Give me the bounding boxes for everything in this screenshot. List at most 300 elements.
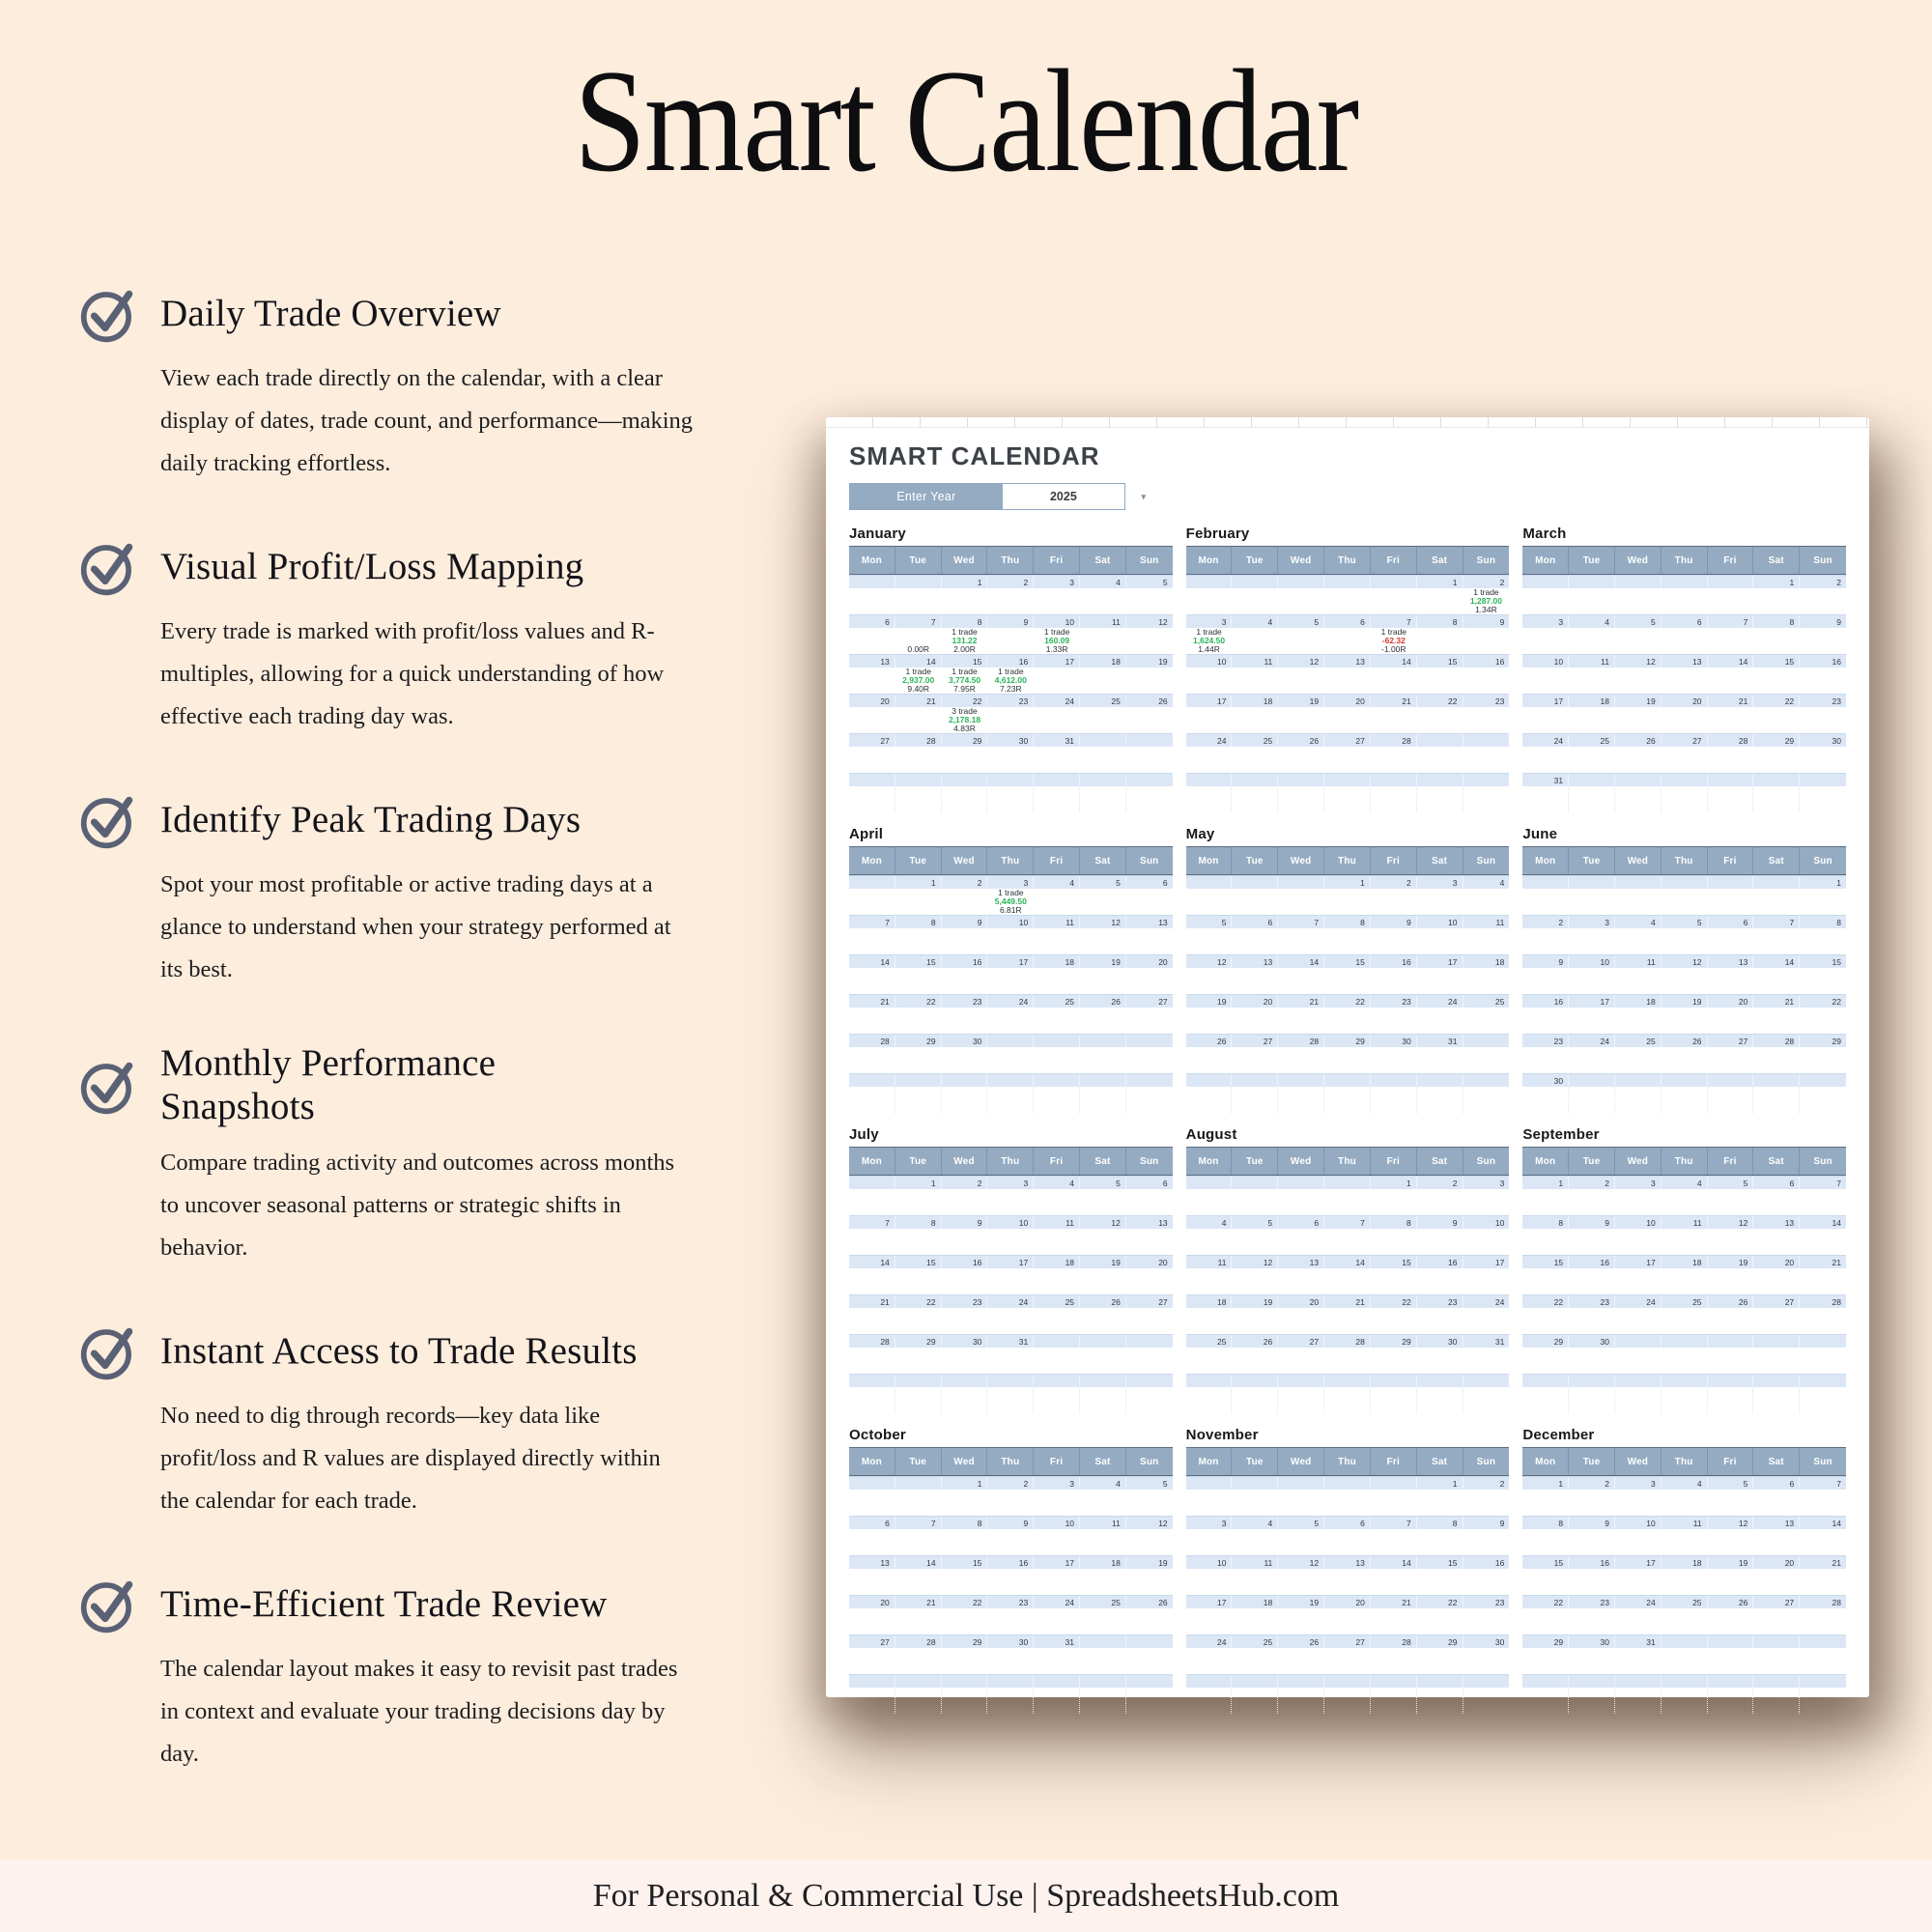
day-trades-cell: [1278, 1047, 1324, 1073]
day-trades-cell: [1080, 747, 1126, 773]
date-cell: 2: [1522, 916, 1569, 928]
date-cell: 14: [895, 655, 942, 668]
day-trades-cell: [1080, 707, 1126, 733]
day-trades-cell: [895, 786, 942, 812]
day-trades-cell: [1463, 1648, 1510, 1674]
date-cell: 8: [1522, 1216, 1569, 1229]
day-trades-cell: [1463, 1490, 1510, 1516]
date-cell: 27: [1708, 1035, 1754, 1047]
date-strip: [1186, 954, 1510, 968]
date-cell: [1569, 876, 1615, 889]
trade-count: 1 trade: [1473, 587, 1499, 597]
trade-zone: [1186, 747, 1510, 773]
day-trades-cell: [1080, 1189, 1126, 1215]
date-cell: 15: [1522, 1556, 1569, 1569]
year-selector[interactable]: [849, 483, 1146, 510]
day-trades-cell: [1615, 1348, 1662, 1374]
date-cell: 27: [1662, 734, 1708, 747]
weekday-label: Tue: [1569, 547, 1615, 574]
day-trades-cell: [1034, 668, 1080, 694]
trade-pnl-value: -62.32: [1381, 636, 1406, 645]
day-trades-cell: [1126, 1608, 1173, 1634]
weekday-label: Tue: [895, 1148, 942, 1175]
day-trades-cell: [1371, 1387, 1417, 1413]
date-cell: 9: [987, 1517, 1034, 1529]
day-trades-cell: [895, 1608, 942, 1634]
day-trades-cell: [1800, 1688, 1846, 1714]
date-cell: 20: [849, 695, 895, 707]
day-trades-cell: [1522, 968, 1569, 994]
day-trades-cell: [1126, 1047, 1173, 1073]
date-cell: [849, 1177, 895, 1189]
date-cell: [849, 876, 895, 889]
date-cell: 6: [1324, 1517, 1371, 1529]
week-row: [1522, 1294, 1846, 1334]
date-cell: [1800, 1675, 1846, 1688]
date-cell: [1186, 1177, 1233, 1189]
date-cell: 30: [1417, 1335, 1463, 1348]
date-cell: 13: [1158, 1218, 1168, 1228]
day-trades-cell: [1708, 1648, 1754, 1674]
weekday-label: Mon: [849, 1448, 895, 1475]
day-trades-cell: [1800, 1189, 1846, 1215]
day-trades-cell: [1324, 1087, 1371, 1113]
date-cell: 26: [1708, 1596, 1754, 1608]
day-trades-cell: [1615, 747, 1662, 773]
day-trades-cell: [987, 1308, 1034, 1334]
day-trades-cell: [895, 928, 942, 954]
day-trades-cell: [987, 1348, 1034, 1374]
date-cell: [1662, 876, 1708, 889]
date-cell: 21: [1708, 695, 1754, 707]
trade-zone: [1186, 1087, 1510, 1113]
weekday-header-row: [849, 846, 1173, 875]
day-trades-cell: [1080, 968, 1126, 994]
day-trades-cell: [1417, 1529, 1463, 1555]
date-cell: 13: [1753, 1216, 1800, 1229]
weekday-label: Thu: [987, 547, 1034, 574]
day-trades-cell: [987, 968, 1034, 994]
date-cell: [987, 1375, 1034, 1387]
date-cell: 14: [1278, 955, 1324, 968]
date-cell: 28: [1708, 734, 1754, 747]
date-cell: 12: [1232, 1256, 1278, 1268]
date-cell: 29: [1832, 1037, 1841, 1046]
date-strip: [1186, 915, 1510, 928]
date-cell: 13: [1278, 1256, 1324, 1268]
date-cell: [1034, 1375, 1080, 1387]
day-trades-cell: [1126, 786, 1173, 812]
day-trades-cell: [1522, 1268, 1569, 1294]
date-cell: [1324, 1074, 1371, 1087]
date-strip: [1186, 1034, 1510, 1047]
day-trades-cell: [1232, 1387, 1278, 1413]
day-trades-cell: [1800, 1569, 1846, 1595]
date-cell: [1615, 1335, 1662, 1348]
date-cell: 5: [1162, 1479, 1168, 1489]
date-cell: 23: [987, 1596, 1034, 1608]
date-cell: [1126, 1635, 1173, 1648]
date-strip: [1186, 1374, 1510, 1387]
day-trades-cell: [1662, 1047, 1708, 1073]
date-cell: [849, 774, 895, 786]
day-trades-cell: [1753, 707, 1800, 733]
date-cell: 26: [1232, 1335, 1278, 1348]
date-cell: 23: [1494, 696, 1505, 706]
day-trades-cell: [1569, 968, 1615, 994]
date-cell: 16: [1522, 995, 1569, 1008]
date-cell: 17: [987, 955, 1034, 968]
day-trades-cell: [1080, 588, 1126, 614]
weekday-label: Sat: [1417, 547, 1463, 574]
date-cell: [849, 1477, 895, 1490]
date-cell: 9: [1499, 1519, 1505, 1528]
day-trades-cell: [1417, 1268, 1463, 1294]
trade-count: 1 trade: [952, 627, 978, 637]
date-cell: 31: [1494, 1337, 1505, 1347]
week-row: [1186, 1255, 1510, 1294]
weekday-label: Wed: [1278, 1448, 1324, 1475]
date-strip: [1186, 1215, 1510, 1229]
month-calendar-january: [849, 526, 1173, 812]
date-cell: 7: [1836, 1179, 1841, 1188]
day-trades-cell: [849, 1268, 895, 1294]
date-cell: 30: [1494, 1637, 1505, 1647]
day-trades-cell: [987, 1648, 1034, 1674]
day-trades-cell: [1126, 1348, 1173, 1374]
trade-zone: [849, 747, 1173, 773]
feature-body: Spot your most profitable or active trading days at a glance to understand when your strategy performed at its best.: [160, 871, 671, 982]
week-row: [849, 1374, 1173, 1413]
day-trades-cell: [1753, 1348, 1800, 1374]
date-cell: 25: [1569, 734, 1615, 747]
weekday-label: Thu: [987, 1448, 1034, 1475]
trade-zone: [1186, 1348, 1510, 1374]
footer-bar: [0, 1860, 1932, 1932]
date-strip: [1522, 1374, 1846, 1387]
feature-heading: Daily Trade Overview: [160, 292, 501, 334]
date-cell: [1034, 1074, 1080, 1087]
week-row: [849, 1255, 1173, 1294]
date-cell: 2: [1371, 876, 1417, 889]
date-cell: 9: [1569, 1216, 1615, 1229]
day-trades-cell: [1753, 1229, 1800, 1255]
date-cell: 4: [1034, 876, 1080, 889]
day-trades-cell: [1662, 707, 1708, 733]
trade-zone: [1186, 1490, 1510, 1516]
week-row: [1522, 1255, 1846, 1294]
weekday-label: Mon: [1522, 847, 1569, 874]
trade-count: 3 trade: [952, 706, 978, 716]
date-cell: 2: [987, 576, 1034, 588]
weekday-label: Tue: [895, 547, 942, 574]
trade-r-multiple: 9.40R: [907, 684, 930, 694]
day-trades-cell: [1126, 1490, 1173, 1516]
date-cell: [1708, 1074, 1754, 1087]
date-cell: [1800, 1375, 1846, 1387]
day-trades-cell: [1800, 588, 1846, 614]
day-trades-cell: [1371, 1047, 1417, 1073]
day-trades-cell: [942, 1268, 988, 1294]
day-trades-cell: [1463, 1189, 1510, 1215]
day-trades-cell: [1371, 1308, 1417, 1334]
date-cell: 21: [849, 995, 895, 1008]
day-trades-cell: [1417, 628, 1463, 654]
trade-count: [895, 628, 942, 637]
date-cell: 19: [1662, 995, 1708, 1008]
date-cell: [987, 1675, 1034, 1688]
trade-count: 1 trade: [1380, 627, 1407, 637]
weekday-label: Sun: [1476, 855, 1496, 867]
date-cell: [1126, 1074, 1173, 1087]
date-cell: 31: [1615, 1635, 1662, 1648]
month-calendar-march: [1522, 526, 1846, 812]
date-cell: 26: [1278, 734, 1324, 747]
day-trades-cell: [1371, 628, 1417, 654]
day-trades-cell: [1753, 588, 1800, 614]
date-cell: [1615, 576, 1662, 588]
date-cell: 7: [849, 916, 895, 928]
date-cell: 26: [1278, 1635, 1324, 1648]
date-cell: [987, 1074, 1034, 1087]
day-trades-cell: [1753, 1308, 1800, 1334]
date-cell: 18: [1186, 1295, 1233, 1308]
day-trades-cell: [1615, 628, 1662, 654]
date-cell: 1: [942, 1477, 988, 1490]
day-trades-cell: [1278, 1268, 1324, 1294]
date-cell: 29: [1753, 734, 1800, 747]
date-cell: 5: [1708, 1177, 1754, 1189]
date-cell: 3: [1186, 615, 1233, 628]
day-trades-cell: [1800, 707, 1846, 733]
trade-count: 1 trade: [998, 888, 1024, 897]
day-trades-cell: [1569, 1569, 1615, 1595]
date-cell: [1615, 774, 1662, 786]
month-title: November: [1185, 1427, 1259, 1443]
day-trades-cell: [1232, 1688, 1278, 1714]
weekday-header-row: [1186, 846, 1510, 875]
date-cell: 3: [987, 876, 1034, 889]
day-trades-cell: [1522, 588, 1569, 614]
day-trades-cell: [1278, 1008, 1324, 1034]
trade-count: 1 trade: [1043, 627, 1070, 637]
date-cell: 22: [1832, 997, 1841, 1007]
trade-r-multiple: -1.00R: [1381, 644, 1406, 654]
date-cell: 17: [1494, 1258, 1505, 1267]
day-trades-cell: [1463, 707, 1510, 733]
date-cell: [849, 1375, 895, 1387]
day-trades-cell: [1800, 786, 1846, 812]
trade-zone: [1522, 588, 1846, 614]
day-trades-cell: [1753, 968, 1800, 994]
day-trades-cell: [1232, 1490, 1278, 1516]
day-trades-cell: [1034, 707, 1080, 733]
date-cell: [1800, 1074, 1846, 1087]
enter-year-label: Enter Year: [850, 484, 1003, 509]
day-trades-cell: [1371, 1608, 1417, 1634]
weekday-label: Thu: [1662, 547, 1708, 574]
date-cell: 17: [1034, 1556, 1080, 1569]
week-row: [1186, 694, 1510, 733]
date-strip: [1522, 1294, 1846, 1308]
trade-zone: [849, 889, 1173, 915]
day-trades-cell: [1615, 1648, 1662, 1674]
day-trades-cell: [1615, 928, 1662, 954]
date-cell: 30: [942, 1335, 988, 1348]
date-cell: 22: [1753, 695, 1800, 707]
day-trades-cell: [1126, 588, 1173, 614]
date-cell: 26: [1080, 1295, 1126, 1308]
feature-time-efficient-trade-review: [79, 1573, 678, 1776]
day-trades-cell: [1371, 1348, 1417, 1374]
date-cell: 24: [1034, 1596, 1080, 1608]
day-trades-cell: [1232, 1087, 1278, 1113]
trade-zone: [849, 1047, 1173, 1073]
day-trades-cell: [1278, 1087, 1324, 1113]
day-trades-cell: [1417, 786, 1463, 812]
day-trades-cell: [987, 747, 1034, 773]
day-trades-cell: [1569, 628, 1615, 654]
day-trades-cell: [1753, 928, 1800, 954]
date-cell: [1371, 1477, 1417, 1490]
day-trades-cell: [849, 1529, 895, 1555]
week-row: [1186, 1595, 1510, 1634]
day-trades-cell: [1278, 1387, 1324, 1413]
day-trades-cell: [1615, 1008, 1662, 1034]
day-trades-cell: [1569, 1087, 1615, 1113]
date-cell: 11: [1034, 1216, 1080, 1229]
date-cell: 26: [1615, 734, 1662, 747]
date-cell: 3: [1417, 876, 1463, 889]
date-cell: 11: [1186, 1256, 1233, 1268]
day-trades-cell: [1800, 1308, 1846, 1334]
weekday-label: Sun: [1813, 1155, 1833, 1167]
day-trades-cell: [1463, 968, 1510, 994]
day-trades-cell: [1186, 928, 1233, 954]
date-cell: [1186, 576, 1233, 588]
day-trades-cell: [1278, 1189, 1324, 1215]
trade-r-multiple: 4.83R: [953, 724, 976, 733]
day-trades-cell: [1463, 1268, 1510, 1294]
date-cell: 30: [1832, 736, 1841, 746]
day-trades-cell: [1569, 786, 1615, 812]
day-trades-cell: [1278, 668, 1324, 694]
date-cell: [1232, 1675, 1278, 1688]
date-cell: 10: [1522, 655, 1569, 668]
date-cell: 10: [1615, 1517, 1662, 1529]
day-trades-cell: [1034, 786, 1080, 812]
day-trades-cell: [1126, 628, 1173, 654]
day-trades-cell: [1278, 1308, 1324, 1334]
date-cell: 7: [895, 1517, 942, 1529]
feature-heading: Time-Efficient Trade Review: [160, 1582, 608, 1625]
day-trades-cell: [1034, 1047, 1080, 1073]
day-trades-cell: [1708, 628, 1754, 654]
weekday-label: Thu: [1662, 1448, 1708, 1475]
day-trades-cell: [1371, 1189, 1417, 1215]
date-cell: 25: [1232, 734, 1278, 747]
day-trades-cell: [1371, 928, 1417, 954]
date-cell: 7: [1753, 916, 1800, 928]
date-cell: 3: [1522, 615, 1569, 628]
date-cell: 9: [987, 615, 1034, 628]
year-dropdown[interactable]: [1003, 484, 1146, 509]
date-cell: 10: [1494, 1218, 1505, 1228]
weekday-header-row: [1522, 1447, 1846, 1476]
date-cell: [1522, 576, 1569, 588]
day-trades-cell: [1371, 1490, 1417, 1516]
date-cell: 22: [1324, 995, 1371, 1008]
date-strip: [1186, 614, 1510, 628]
week-row: [1186, 1476, 1510, 1516]
day-trades-cell: [987, 1008, 1034, 1034]
day-trades-cell: [1186, 968, 1233, 994]
week-row: [1522, 915, 1846, 954]
date-cell: [1371, 1074, 1417, 1087]
date-cell: 9: [1371, 916, 1417, 928]
day-trades-cell: [1126, 1229, 1173, 1255]
date-cell: 20: [849, 1596, 895, 1608]
date-cell: 13: [1324, 1556, 1371, 1569]
date-cell: [1753, 1675, 1800, 1688]
day-trades-cell: [1662, 1087, 1708, 1113]
day-trades-cell: [1522, 928, 1569, 954]
date-strip: [849, 1176, 1173, 1189]
date-cell: [1753, 774, 1800, 786]
day-trades-cell: [1126, 707, 1173, 733]
day-trades-cell: [849, 1308, 895, 1334]
day-trades-cell: [1417, 1569, 1463, 1595]
day-trades-cell: [1615, 1688, 1662, 1714]
day-trades-cell: [895, 1047, 942, 1073]
date-cell: 16: [1569, 1256, 1615, 1268]
day-trades-cell: [1232, 1308, 1278, 1334]
day-trades-cell: [987, 1047, 1034, 1073]
day-trades-cell: [942, 1308, 988, 1334]
date-strip: [1186, 1073, 1510, 1087]
day-trades-cell: [1800, 1229, 1846, 1255]
day-trades-cell: [1232, 1047, 1278, 1073]
day-trades-cell: [1080, 1308, 1126, 1334]
day-trades-cell: [849, 1087, 895, 1113]
date-strip: [1522, 1634, 1846, 1648]
date-strip: [849, 1555, 1173, 1569]
date-strip: [1186, 694, 1510, 707]
date-cell: 6: [1162, 878, 1168, 888]
day-trades-cell: [1708, 1008, 1754, 1034]
day-trades-cell: [1080, 786, 1126, 812]
date-cell: 2: [1569, 1477, 1615, 1490]
date-cell: 15: [1417, 1556, 1463, 1569]
day-trades-cell: [1463, 628, 1510, 654]
date-cell: 24: [1186, 1635, 1233, 1648]
date-cell: 1: [942, 576, 988, 588]
day-trades-cell: [942, 707, 988, 733]
day-trades-cell: [1753, 889, 1800, 915]
date-cell: [1615, 1375, 1662, 1387]
date-cell: 24: [1615, 1596, 1662, 1608]
date-cell: [1232, 576, 1278, 588]
trade-zone: [1186, 1229, 1510, 1255]
day-trades-cell: [1463, 1608, 1510, 1634]
week-row: [849, 1595, 1173, 1634]
trade-pnl-value: 2,178.18: [948, 715, 981, 724]
date-cell: [1463, 1035, 1510, 1047]
date-strip: [849, 1595, 1173, 1608]
day-trades-cell: [1463, 1348, 1510, 1374]
months-grid: [849, 526, 1846, 1714]
day-trades-cell: [1662, 1387, 1708, 1413]
